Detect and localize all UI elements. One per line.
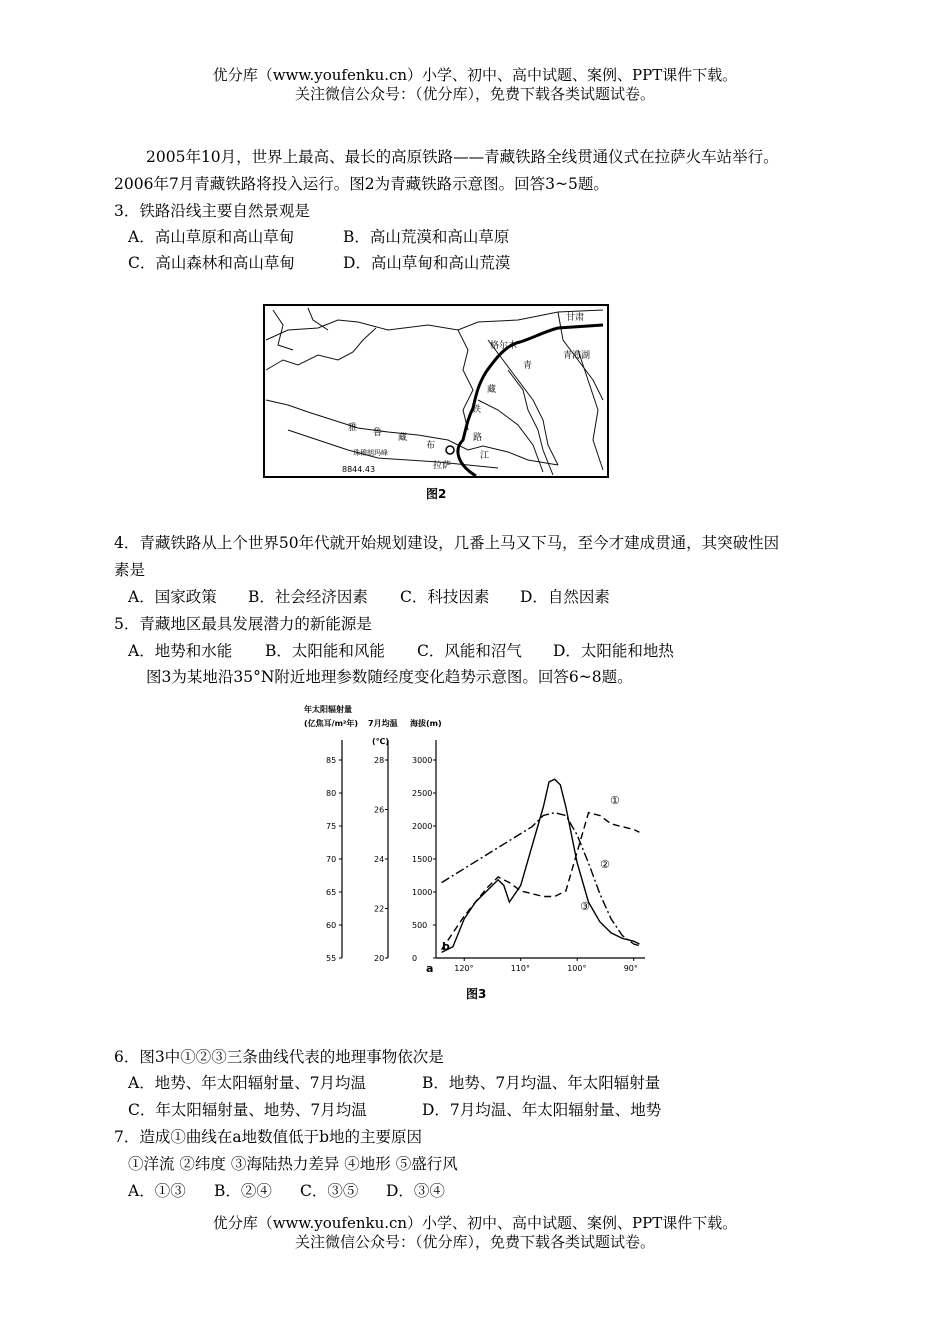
elevation-axis-title: 海拔(m) bbox=[410, 719, 442, 728]
q6-option-a: A．地势、年太阳辐射量、7月均温 bbox=[128, 1074, 367, 1092]
elevation-ticks bbox=[412, 756, 436, 963]
temperature-tick-label: 28 bbox=[374, 756, 385, 765]
point-a-label: a bbox=[426, 962, 434, 975]
q4-stem-line-2: 素是 bbox=[114, 561, 146, 579]
elevation-tick-label: 2500 bbox=[412, 789, 433, 798]
q7-stem: 7．造成①曲线在a地数值低于b地的主要原因 bbox=[114, 1128, 423, 1146]
radiation-axis-title: 年太阳辐射量 bbox=[304, 705, 352, 714]
footer-line-2: 关注微信公众号：（优分库），免费下载各类试题试卷。 bbox=[294, 1233, 655, 1251]
radiation-tick-label: 60 bbox=[326, 921, 337, 930]
point-b-label: b bbox=[442, 940, 450, 953]
label-bu: 布 bbox=[426, 441, 436, 451]
elevation-tick-label: 2000 bbox=[412, 822, 433, 831]
label-geermu: 格尔木 bbox=[490, 341, 518, 351]
temperature-ticks bbox=[374, 756, 388, 963]
q3-option-b: B．高山荒漠和高山草原 bbox=[343, 228, 510, 246]
temperature-axis-unit: (℃) bbox=[372, 737, 389, 746]
label-tie: 铁 bbox=[472, 405, 482, 415]
axis-lines bbox=[342, 740, 645, 958]
intro-line-2: 2006年7月青藏铁路将投入运行。图2为青藏铁路示意图。回答3~5题。 bbox=[114, 175, 609, 193]
temperature-axis-title: 7月均温 bbox=[368, 719, 398, 728]
radiation-tick-label: 65 bbox=[326, 888, 337, 897]
temperature-tick-label: 24 bbox=[374, 855, 385, 864]
intro-line-1: 2005年10月，世界上最高、最长的高原铁路——青藏铁路全线贯通仪式在拉萨火车站举行。 bbox=[146, 148, 779, 166]
q7-option-a: A．①③ bbox=[128, 1182, 186, 1200]
q6-option-b: B．地势、7月均温、年太阳辐射量 bbox=[422, 1074, 661, 1092]
x-ticks bbox=[454, 958, 638, 973]
footer-line-1: 优分库（www.youfenku.cn）小学、初中、高中试题、案例、PPT课件下载。 bbox=[212, 1214, 738, 1232]
radiation-tick-label: 80 bbox=[326, 789, 337, 798]
x-tick-label: 100° bbox=[567, 964, 587, 973]
figure-2-caption: 图2 bbox=[426, 487, 447, 501]
q5-option-a: A．地势和水能 bbox=[128, 642, 233, 660]
figure-3-caption: 图3 bbox=[466, 987, 487, 1001]
series-1-line bbox=[442, 813, 640, 950]
series-1-label: ① bbox=[610, 794, 620, 807]
x-tick-label: 120° bbox=[454, 964, 474, 973]
label-zang2: 藏 bbox=[398, 433, 408, 443]
q3-stem: 3．铁路沿线主要自然景观是 bbox=[114, 202, 310, 220]
label-zang: 藏 bbox=[487, 385, 497, 395]
elevation-tick-label: 1000 bbox=[412, 888, 433, 897]
q5-option-c: C．风能和沼气 bbox=[417, 642, 522, 660]
q7-items: ①洋流 ②纬度 ③海陆热力差异 ④地形 ⑤盛行风 bbox=[128, 1155, 458, 1173]
figure-2-map bbox=[258, 300, 618, 505]
q6-stem: 6．图3中①②③三条曲线代表的地理事物依次是 bbox=[114, 1048, 444, 1066]
label-everest: 珠穆朗玛峰 bbox=[353, 449, 388, 457]
radiation-ticks bbox=[326, 756, 342, 963]
q3-option-c: C．高山森林和高山草甸 bbox=[128, 254, 295, 272]
temperature-tick-label: 26 bbox=[374, 805, 385, 815]
q7-option-d: D．③④ bbox=[386, 1182, 445, 1200]
figure-3-chart bbox=[290, 700, 670, 1010]
header-line-2: 关注微信公众号：（优分库），免费下载各类试题试卷。 bbox=[294, 85, 655, 103]
q4-option-b: B．社会经济因素 bbox=[248, 588, 368, 606]
header-line-1: 优分库（www.youfenku.cn）小学、初中、高中试题、案例、PPT课件下载。 bbox=[212, 66, 738, 84]
label-ya: 雅 bbox=[348, 423, 358, 433]
q3-option-a: A．高山草原和高山草甸 bbox=[128, 228, 295, 246]
radiation-tick-label: 85 bbox=[326, 756, 337, 765]
temperature-tick-label: 20 bbox=[374, 954, 385, 963]
radiation-tick-label: 70 bbox=[326, 855, 337, 864]
label-lu: 路 bbox=[473, 433, 483, 443]
elevation-tick-label: 1500 bbox=[412, 855, 433, 864]
radiation-tick-label: 55 bbox=[326, 954, 337, 963]
label-gansu: 甘肃 bbox=[566, 313, 585, 323]
q5-option-d: D．太阳能和地热 bbox=[553, 642, 674, 660]
label-elevation: 8844.43 bbox=[342, 465, 376, 474]
x-tick-label: 110° bbox=[510, 964, 531, 973]
series-2-line bbox=[442, 813, 640, 946]
q4-option-d: D．自然因素 bbox=[520, 588, 610, 606]
radiation-axis-unit: (亿焦耳/m²年) bbox=[304, 719, 359, 728]
temperature-tick-label: 22 bbox=[374, 904, 385, 914]
q5-option-b: B．太阳能和风能 bbox=[265, 642, 385, 660]
q5-stem: 5．青藏地区最具发展潜力的新能源是 bbox=[114, 615, 372, 633]
q4-option-c: C．科技因素 bbox=[400, 588, 490, 606]
map-frame bbox=[264, 305, 608, 477]
q3-option-d: D．高山草甸和高山荒漠 bbox=[343, 254, 511, 272]
q7-option-c: C．③⑤ bbox=[300, 1182, 359, 1200]
series-2-label: ② bbox=[600, 858, 610, 871]
q4-option-a: A．国家政策 bbox=[128, 588, 217, 606]
elevation-tick-label: 3000 bbox=[412, 756, 433, 765]
label-qinghai-lake: 青海湖 bbox=[563, 351, 591, 361]
q6-option-d: D．7月均温、年太阳辐射量、地势 bbox=[422, 1101, 662, 1119]
radiation-tick-label: 75 bbox=[326, 822, 337, 831]
q6-option-c: C．年太阳辐射量、地势、7月均温 bbox=[128, 1101, 367, 1119]
label-lasa: 拉萨 bbox=[433, 461, 452, 471]
elevation-tick-label: 0 bbox=[412, 954, 418, 963]
series-3-label: ③ bbox=[580, 900, 590, 913]
fig3-intro: 图3为某地沿35°N附近地理参数随经度变化趋势示意图。回答6~8题。 bbox=[146, 668, 633, 686]
x-tick-label: 90° bbox=[623, 964, 638, 973]
q4-stem-line-1: 4．青藏铁路从上个世界50年代就开始规划建设，几番上马又下马，至今才建成贯通，其突破性因 bbox=[114, 534, 780, 552]
label-jiang: 江 bbox=[480, 451, 490, 461]
label-lu2: 鲁 bbox=[373, 428, 383, 438]
q7-option-b: B．②④ bbox=[214, 1182, 272, 1200]
label-qing: 青 bbox=[523, 361, 533, 371]
elevation-tick-label: 500 bbox=[412, 921, 428, 930]
